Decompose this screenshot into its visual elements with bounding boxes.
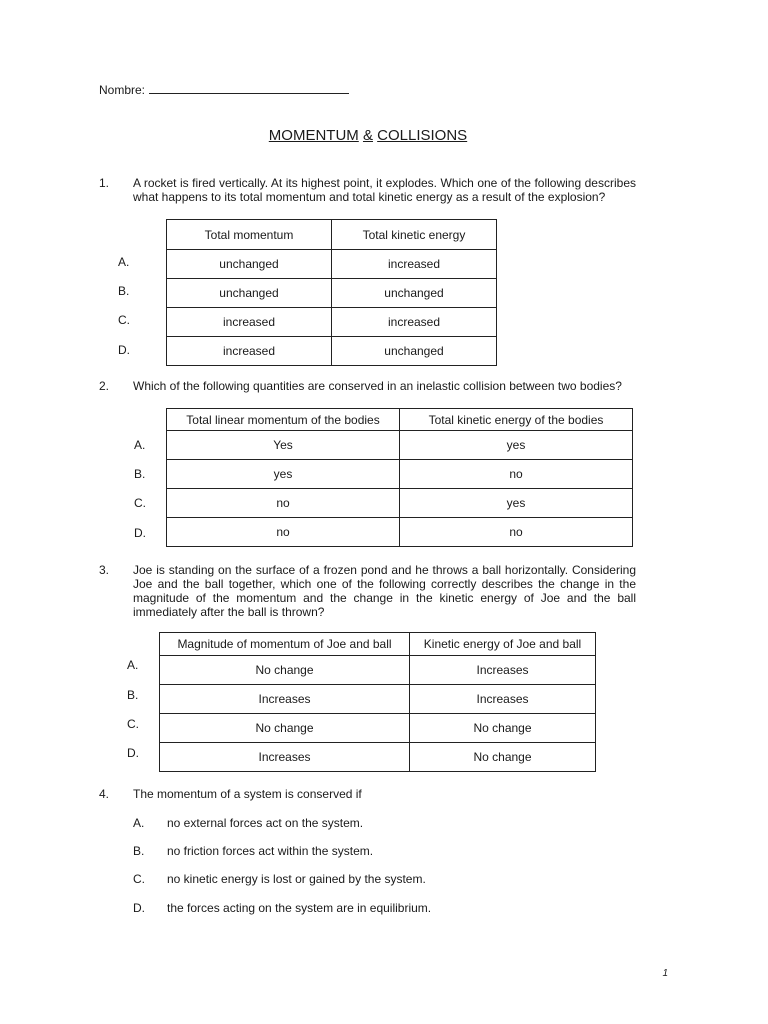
table-cell: increased [167,337,332,366]
option-label-c: C. [133,872,145,886]
table-header: Total kinetic energy [332,220,497,250]
title-part2: COLLISIONS [377,127,468,144]
table-header: Kinetic energy of Joe and ball [410,633,596,656]
table-header: Total linear momentum of the bodies [167,409,400,431]
option-label-b: B. [133,844,145,858]
table-cell: yes [167,460,400,489]
table-cell: unchanged [167,279,332,308]
name-blank-line [149,83,349,94]
table-cell: unchanged [167,250,332,279]
table-cell: No change [410,743,596,772]
table-cell: No change [410,714,596,743]
name-label: Nombre: [99,83,146,97]
table-cell: Yes [167,431,400,460]
option-label-c: C. [127,717,139,731]
title-part1: MOMENTUM [268,127,359,144]
option-label-d: D. [133,901,145,915]
question-2-text: Which of the following quantities are conserved in an inelastic collision between two bodies? [133,379,622,393]
question-3-number: 3. [99,563,110,577]
question-1-text: A rocket is fired vertically. At its highest point, it explodes. Which one of the following describes what happens to its total momentum and total kinetic energy as a result of the explosion? [133,176,636,204]
table-cell: no [167,489,400,518]
option-label-a: A. [134,438,146,452]
table-header: Total kinetic energy of the bodies [400,409,633,431]
option-text-c: no kinetic energy is lost or gained by the system. [167,872,426,886]
table-cell: No change [160,714,410,743]
option-label-d: D. [118,343,130,357]
question-2-table [166,408,633,547]
question-3-table [159,632,596,772]
title-ampersand: & [362,127,373,144]
option-label-a: A. [127,658,139,672]
option-label-b: B. [134,467,146,481]
table-cell: yes [400,431,633,460]
table-cell: no [400,518,633,547]
option-label-c: C. [118,313,130,327]
option-label-a: A. [118,255,130,269]
option-label-a: A. [133,816,145,830]
name-field [99,83,349,97]
option-label-b: B. [127,688,139,702]
option-label-b: B. [118,284,130,298]
table-cell: No change [160,656,410,685]
option-text-b: no friction forces act within the system. [167,844,374,858]
table-cell: no [400,460,633,489]
table-cell: Increases [160,743,410,772]
table-cell: Increases [160,685,410,714]
question-4-number: 4. [99,787,110,801]
page-number: 1 [662,968,668,979]
question-3-text: Joe is standing on the surface of a frozen pond and he throws a ball horizontally. Considering Joe and the ball together, which one of the following correctly describes the change in the magnitude of the momentum and the change in the kinetic energy of Joe and the ball immediately after the ball is thrown? [133,563,636,619]
question-2-number: 2. [99,379,110,393]
table-header: Magnitude of momentum of Joe and ball [160,633,410,656]
table-cell: increased [167,308,332,337]
question-1-number: 1. [99,176,110,190]
page-title [0,127,736,144]
option-label-c: C. [134,496,146,510]
table-cell: Increases [410,685,596,714]
table-cell: Increases [410,656,596,685]
table-cell: unchanged [332,279,497,308]
table-cell: increased [332,250,497,279]
option-label-d: D. [127,746,139,760]
table-cell: no [167,518,400,547]
table-cell: unchanged [332,337,497,366]
table-cell: yes [400,489,633,518]
option-text-a: no external forces act on the system. [167,816,364,830]
question-4-text: The momentum of a system is conserved if [133,787,362,801]
option-label-d: D. [134,526,146,540]
option-text-d: the forces acting on the system are in equilibrium. [167,901,432,915]
table-cell: increased [332,308,497,337]
table-header: Total momentum [167,220,332,250]
question-1-table [166,219,497,366]
